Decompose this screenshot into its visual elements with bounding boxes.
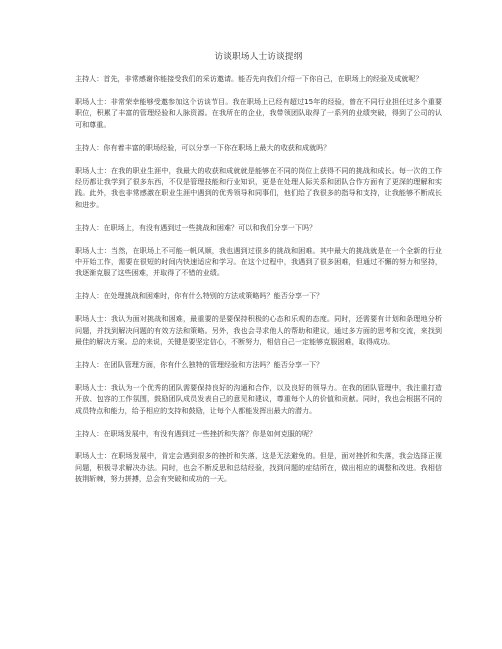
guest-answer-setbacks: 职场人士：在职场发展中，肯定会遇到很多的挫折和失落，这是无法避免的。但是，面对挫折和失落，我会选择正视问题，积极寻求解决办法。同时，也会不断反思和总结经验，找到问题的症结所在，做出相应的调整和改进。我相信披荆斩棘，努力拼搏，总会有突破和成功的一天。 [75, 451, 442, 484]
guest-answer-strategies: 职场人士：我认为面对挑战和困难，最重要的是要保持积极的心态和乐观的态度。同时，还需要有计划和条理地分析问题，并找到解决问题的有效方法和策略。另外，我也会寻求他人的帮助和建议，通过多方面的思考和交流，来找到最佳的解决方案。总的来说，关键是要坚定信心，不断努力，相信自己一定能够克服困难，取得成功。 [75, 314, 442, 346]
host-question-team-management: 主持人：在团队管理方面，你有什么独特的管理经验和方法吗？能否分享一下？ [75, 359, 324, 369]
guest-answer-intro: 职场人士：非常荣幸能够受邀参加这个访谈节目。我在职场上已经有超过15年的经验，曾在不同行业担任过多个重要职位，积累了丰富的管理经验和人脉资源。在我所在的企业，我带领团队取得了一系列的业绩突破，得到了公司的认可和尊重。 [75, 96, 442, 129]
guest-answer-achievements: 职场人士：在我的职业生涯中，我最大的收获和成就就是能够在不同的岗位上获得不同的挑战和成长。每一次的工作经历都让我学到了很多东西，不仅是管理技能和行业知识，更是在处理人际关系和团队合作方面有了更深的理解和实践。此外，我也非常感激在职业生涯中遇到的优秀领导和同事们，他们给了我很多的指导和支持，让我能够不断成长和进步。 [75, 165, 442, 209]
guest-answer-challenges: 职场人士：当然，在职场上不可能一帆风顺，我也遇到过很多的挑战和困难。其中最大的挑战就是在一个全新的行业中开始工作，需要在很短的时间内快速适应和学习。在这个过程中，我遇到了很多困难，但通过不懈的努力和坚持，我逐渐克服了这些困难，并取得了不错的业绩。 [75, 245, 442, 278]
guest-answer-team-management: 职场人士：我认为一个优秀的团队需要保持良好的沟通和合作，以及良好的领导力。在我的团队管理中，我注重打造开放、包容的工作氛围，鼓励团队成员发表自己的意见和建议，尊重每个人的价值和贡献。同时，我也会根据不同的成员特点和能力，给予相应的支持和鼓励，让每个人都能发挥出最大的潜力。 [75, 382, 442, 415]
host-question-setbacks: 主持人：在职场发展中，有没有遇到过一些挫折和失落？你是如何克服的呢？ [75, 428, 317, 438]
host-question-challenges: 主持人：在职场上，有没有遇到过一些挑战和困难？可以和我们分享一下吗？ [75, 222, 317, 232]
host-question-intro: 主持人：首先，非常感谢你能接受我们的采访邀请。能否先向我们介绍一下你自己，在职场上的经验及成就呢？ [75, 74, 423, 83]
host-question-achievements: 主持人：你有着丰富的职场经验，可以分享一下你在职场上最大的收获和成就吗？ [75, 142, 331, 152]
document-title: 访谈职场人士访谈提纲 [214, 52, 303, 62]
host-question-strategies: 主持人：在处理挑战和困难时，你有什么特别的方法或策略吗？能否分享一下？ [75, 291, 324, 301]
